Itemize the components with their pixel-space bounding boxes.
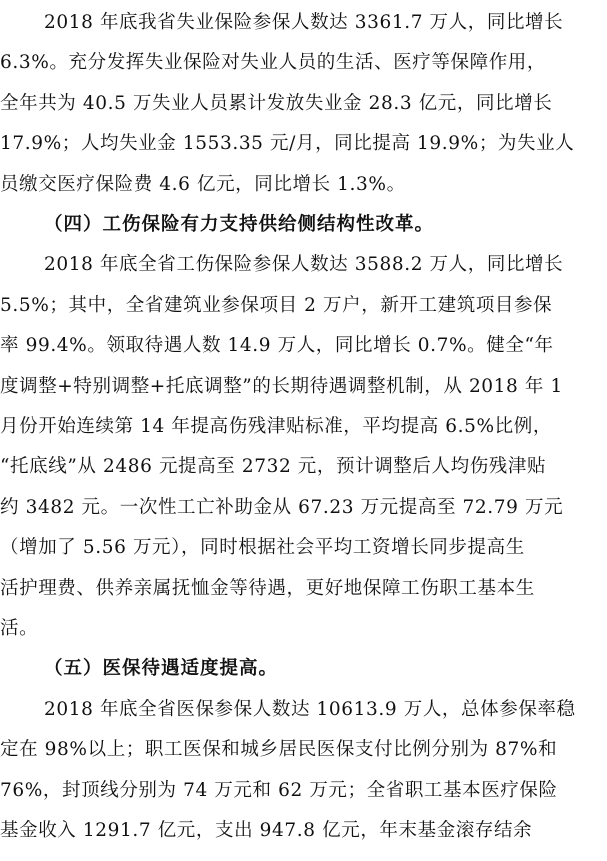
paragraph-line: 活护理费、供养亲属抚恤金等待遇，更好地保障工伤职工基本生 (0, 577, 535, 599)
paragraph-line: 定在 98%以上；职工医保和城乡居民医保支付比例分别为 87%和 (0, 739, 558, 761)
paragraph-line: （增加了 5.56 万元），同时根据社会平均工资增长同步提高生 (0, 537, 525, 559)
paragraph-line: 6.3%。充分发挥失业保险对失业人员的生活、医疗等保障作用， (0, 52, 547, 74)
paragraph-line: 76%，封顶线分别为 74 万元和 62 万元；全省职工基本医疗保险 (0, 779, 558, 801)
section-heading: （五）医保待遇适度提高。 (44, 658, 279, 680)
paragraph-line: 率 99.4%。领取待遇人数 14.9 万人，同比增长 0.7%。健全“年 (0, 335, 554, 357)
paragraph-line: 约 3482 元。一次性工亡补助金从 67.23 万元提高至 72.79 万元 (0, 496, 564, 518)
paragraph-line: 5.5%；其中，全省建筑业参保项目 2 万户，新开工建筑项目参保 (0, 294, 553, 316)
paragraph-line: 基金收入 1291.7 亿元，支出 947.8 亿元，年末基金滚存结余 (0, 820, 533, 841)
paragraph-line: 员缴交医疗保险费 4.6 亿元，同比增长 1.3%。 (0, 173, 406, 195)
section-heading: （四）工伤保险有力支持供给侧结构性改革。 (44, 214, 435, 235)
paragraph-line: 17.9%；人均失业金 1553.35 元/月，同比提高 19.9%；为失业人 (0, 133, 575, 155)
paragraph-line: 月份开始连续第 14 年提高伤残津贴标准，平均提高 6.5%比例， (0, 416, 552, 437)
paragraph-line: 2018 年底全省工伤保险参保人数达 3588.2 万人，同比增长 (44, 254, 564, 276)
paragraph-line: 活。 (0, 618, 39, 639)
paragraph-line: 全年共为 40.5 万失业人员累计发放失业金 28.3 亿元，同比增长 (0, 92, 553, 114)
paragraph-line: 2018 年底我省失业保险参保人数达 3361.7 万人，同比增长 (44, 12, 564, 33)
paragraph-line: “托底线”从 2486 元提高至 2732 元，预计调整后人均伤残津贴 (0, 456, 547, 478)
paragraph-line: 2018 年底全省医保参保人数达 10613.9 万人，总体参保率稳 (44, 698, 576, 720)
paragraph-line: 度调整+特别调整+托底调整”的长期待遇调整机制，从 2018 年 1 (0, 375, 563, 397)
